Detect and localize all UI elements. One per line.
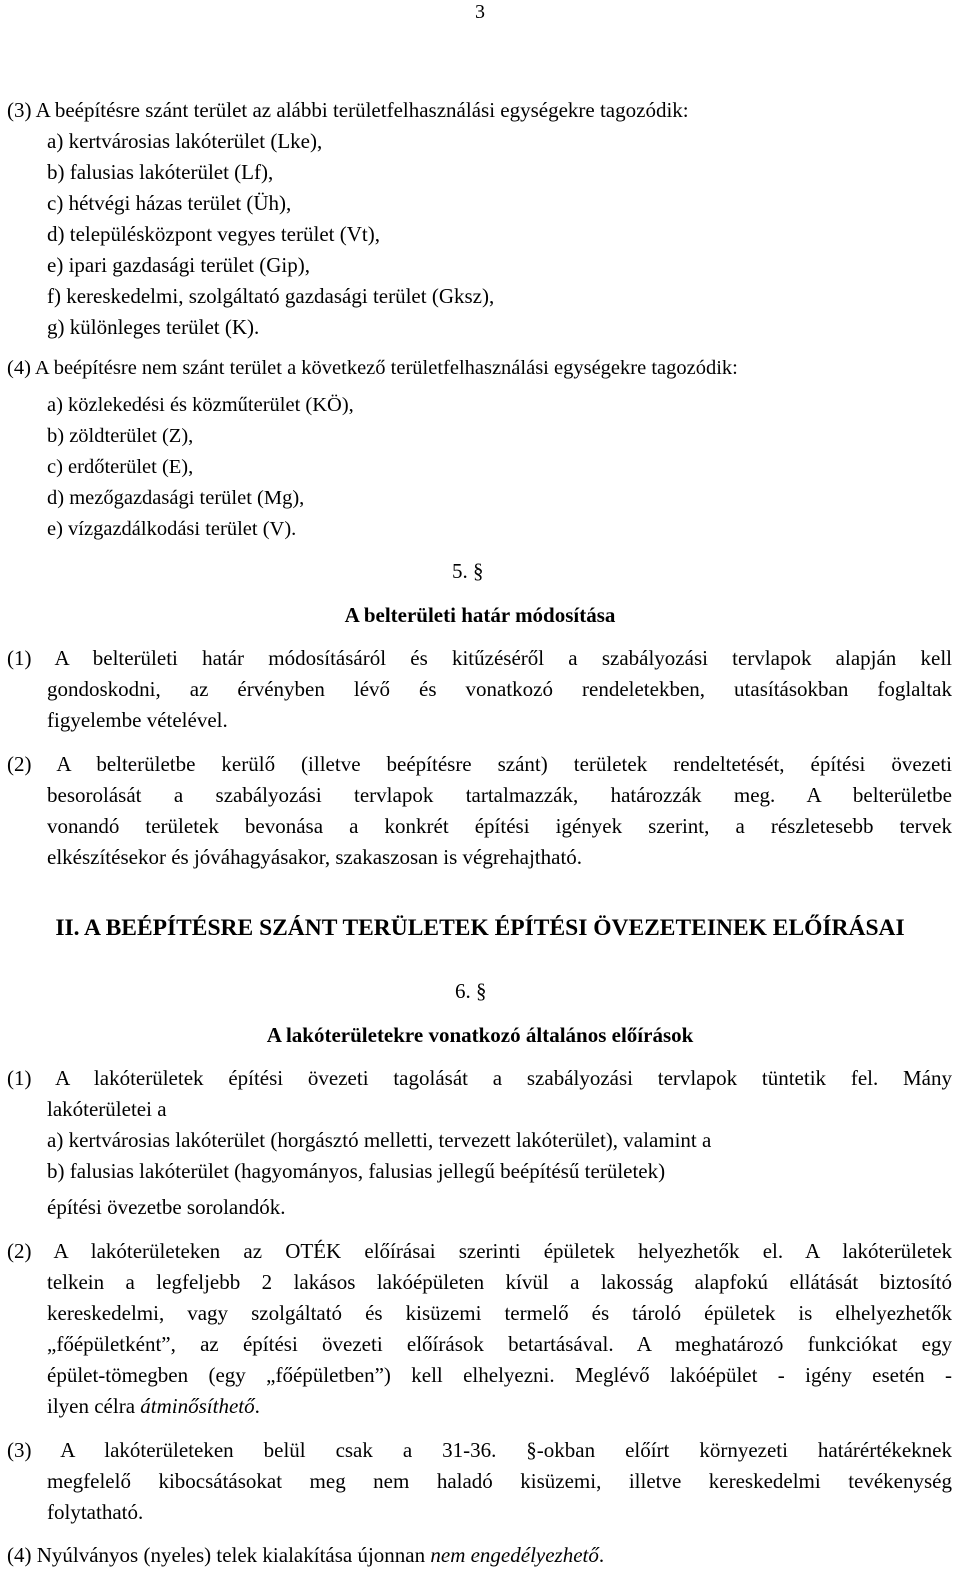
section-title: A belterületi határ módosítása: [344, 603, 616, 627]
page-number: 3: [475, 1, 485, 23]
list-item: b) falusias lakóterület (hagyományos, falusias jellegű beépítésű területek): [47, 1159, 666, 1183]
paragraph-line: kereskedelmi, vagy szolgáltató és kisüzemi termelő és tároló épületek is elhelyezhetők: [47, 1301, 952, 1325]
paragraph-line: (1) A belterületi határ módosításáról és kitűzéséről a szabályozási tervlapok alapján kell: [7, 646, 952, 670]
section-title: A lakóterületekre vonatkozó általános előírások: [266, 1023, 694, 1047]
part-heading: II. A BEÉPÍTÉSRE SZÁNT TERÜLETEK ÉPÍTÉSI ÖVEZETEINEK ELŐÍRÁSAI: [55, 915, 905, 941]
paragraph-line: vonandó területek bevonása a konkrét építési igények szerint, a részletesebb tervek: [47, 814, 952, 838]
paragraph-line: besorolását a szabályozási tervlapok tartalmazzák, határozzák meg. A belterületbe: [47, 783, 952, 807]
paragraph-text: .: [598, 1543, 605, 1567]
section-number: 6. §: [455, 979, 487, 1003]
paragraph-line: megfelelő kibocsátásokat meg nem haladó kisüzemi, illetve kereskedelmi tevékenység: [47, 1469, 952, 1493]
paragraph-text: ilyen célra: [47, 1394, 141, 1418]
list-item: a) kertvárosias lakóterület (Lke),: [47, 129, 323, 153]
list-item: a) kertvárosias lakóterület (horgásztó melletti, tervezett lakóterület), valamint a: [47, 1128, 712, 1152]
list-item: a) közlekedési és közműterület (KÖ),: [47, 394, 354, 416]
paragraph-line: elkészítésekor és jóváhagyásakor, szakaszosan is végrehajtható.: [47, 845, 583, 869]
list-item: g) különleges terület (K).: [47, 315, 260, 339]
emphasis-text: nem engedélyezhető: [430, 1543, 599, 1567]
list-item: d) mezőgazdasági terület (Mg),: [47, 487, 305, 509]
paragraph-line: gondoskodni, az érvényben lévő és vonatkozó rendeletekben, utasításokban foglaltak: [47, 677, 952, 701]
list-item: b) falusias lakóterület (Lf),: [47, 160, 274, 184]
paragraph-line: figyelembe vételével.: [47, 708, 228, 732]
paragraph-3-intro: (3) A beépítésre szánt terület az alábbi területfelhasználási egységekre tagozódik:: [7, 98, 689, 122]
paragraph-line: telkein a legfeljebb 2 lakásos lakóépületen kívül a lakosság alapfokú ellátását biztosító: [47, 1270, 952, 1294]
list-item: f) kereskedelmi, szolgáltató gazdasági terület (Gksz),: [47, 284, 495, 308]
paragraph-4-intro: (4) A beépítésre nem szánt terület a következő területfelhasználási egységekre tagozódik:: [7, 357, 738, 379]
section-number: 5. §: [452, 559, 484, 583]
emphasis-text: átminősíthető: [140, 1394, 255, 1418]
list-item: c) erdőterület (E),: [47, 456, 194, 478]
paragraph-line: (2) A lakóterületeken az OTÉK előírásai szerinti épületek helyezhetők el. A lakóterületek: [7, 1239, 952, 1263]
paragraph-line: (3) A lakóterületeken belül csak a 31-36. §-okban előírt környezeti határértékeknek: [7, 1438, 952, 1462]
paragraph-line: folytatható.: [47, 1500, 144, 1524]
list-item: b) zöldterület (Z),: [47, 425, 194, 447]
paragraph-line: „főépületként”, az építési övezeti előírások betartásával. A meghatározó funkciókat egy: [47, 1332, 952, 1356]
list-item: c) hétvégi házas terület (Üh),: [47, 191, 292, 215]
paragraph-line: építési övezetbe sorolandók.: [47, 1195, 286, 1219]
paragraph-text: (4) Nyúlványos (nyeles) telek kialakítása újonnan: [7, 1543, 431, 1567]
list-item: d) településközpont vegyes terület (Vt),: [47, 222, 380, 246]
list-item: e) vízgazdálkodási terület (V).: [47, 518, 297, 540]
paragraph-line: épület-tömegben (egy „főépületben”) kell elhelyezni. Meglévő lakóépület - igény esetén -: [47, 1363, 952, 1387]
paragraph-line: lakóterületei a: [47, 1097, 167, 1121]
paragraph-text: .: [254, 1394, 260, 1418]
list-item: e) ipari gazdasági terület (Gip),: [47, 253, 310, 277]
paragraph-line: (1) A lakóterületek építési övezeti tagolását a szabályozási tervlapok tüntetik fel. Mány: [7, 1066, 952, 1090]
paragraph-line: [47, 1391, 260, 1421]
paragraph-line: [7, 1540, 604, 1570]
paragraph-line: (2) A belterületbe kerülő (illetve beépítésre szánt) területek rendeltetését, építési övezeti: [7, 752, 952, 776]
